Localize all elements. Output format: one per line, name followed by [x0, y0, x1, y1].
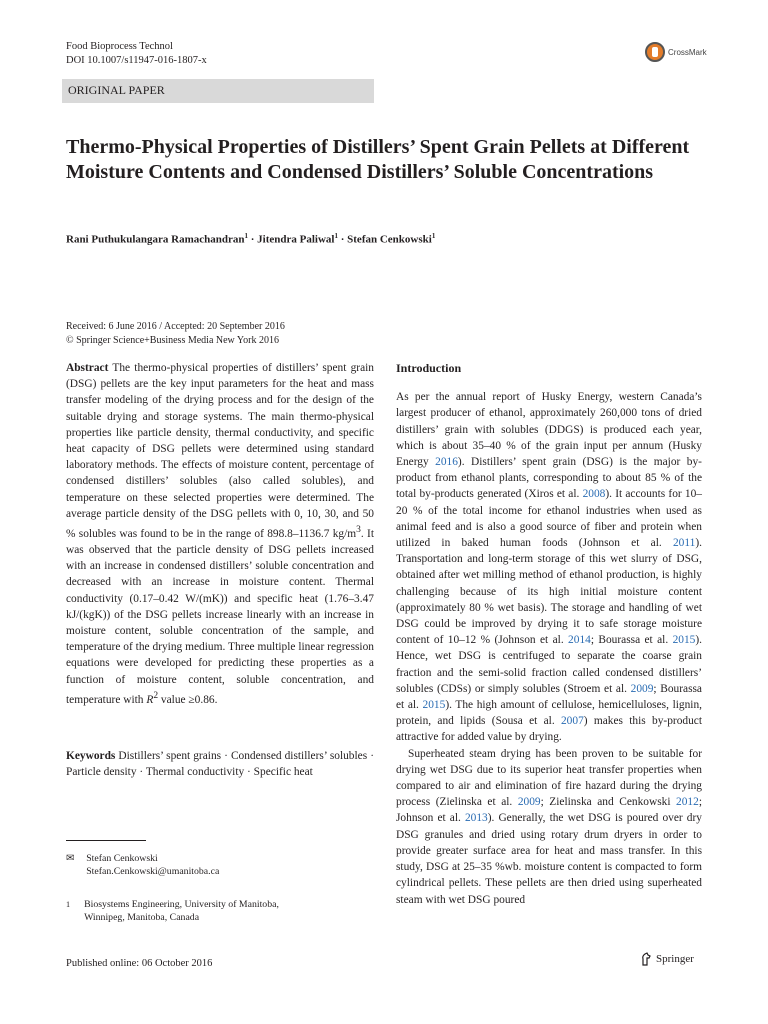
citation-link[interactable]: 2016 — [435, 456, 458, 469]
abstract-text: The thermo-physical properties of distillers’ spent grain (DSG) pellets are the key input parameters for the heat and mass transfer modeling of the drying process and for the design of the suitable drying and storage systems. The main thermo-physical properties like particle density, thermal conductivity, and specific heat capacity of DSG pellets were determined using standard laboratory methods. The effects of moisture content, percentage of condensed distillers’ solubles (also called solubles), and temperature on these selected properties were determined. The average particle density of the DSG pellets with 0, 10, 30, and 50 % solubles was found to be in the range of 898.8–1136.7 kg/m — [66, 362, 374, 540]
publisher-logo — [640, 952, 694, 966]
springer-horse-icon — [640, 952, 652, 966]
citation-link[interactable]: 2008 — [582, 488, 606, 501]
citation-link[interactable]: 2009 — [517, 796, 541, 809]
paper-type-banner: ORIGINAL PAPER — [62, 79, 374, 103]
intro-paragraph-1: As per the annual report of Husky Energy, western Canada’s largest producer of ethanol, approximately 260,000 tons of dried distillers’ grain with solubles (DDGS) is produced each year, which is about 35–40 % of the grain input per annum (Husky Energy 2016). Distillers’ spent grain (DSG) is the major by-product from ethanol plants, corresponding to about 85 % of the total by-products generated (Xiros et al. 2008). It accounts for 10–20 % of the total income for ethanol industries when used as animal feed and is also a good source of fiber and protein when utilized in baked human foods (Johnson et al. 2011). Transportation and long-term storage of this wet slurry of DSG, obtained after wet milling method of ethanol production, is highly challenging because of its high initial moisture content (approximately 80 % wet basis). The storage and handling of wet DSG could be improved by drying it to safe storage moisture content of 10–12 % (Johnson et al. 2014; Bourassa et al. 2015). Hence, wet DSG is centrifuged to separate the coarse grain fraction and the semi-solid fraction called condensed distillers’ solubles (CDSs) or simply solubles (Stroem et al. 2009; Bourassa et al. 2015). The high amount of cellulose, hemicelluloses, lignin, protein, and lipids (Sousa et al. 2007) makes this by-product attractive for added value by drying. — [396, 391, 702, 744]
keywords — [66, 748, 374, 780]
published-online: Published online: 06 October 2016 — [66, 958, 213, 969]
envelope-icon: ✉ — [66, 853, 75, 864]
citation-link[interactable]: 2011 — [672, 537, 696, 550]
abstract-label: Abstract — [66, 362, 109, 374]
publisher-name: Springer — [656, 953, 694, 965]
received-accepted: Received: 6 June 2016 / Accepted: 20 September 2016 — [66, 321, 285, 332]
crossmark-badge[interactable] — [645, 42, 707, 62]
intro-paragraph-2: Superheated steam drying has been proven to be suitable for drying wet DSG due to its superior heat transfer properties when compared to air and elimination of fire hazard during the drying process (Zielinska et al. 2009; Zielinska and Cenkowski 2012; Johnson et al. 2013). Generally, the wet DSG is poured over dry DSG granules and dried using rotary drum dryers in order to provide greater surface area for heat and mass transfer. In this study, DSG at 25–35 %wb. moisture content is compacted to form cylindrical pellets. These pellets are then dried using superheated steam with wet DSG poured — [396, 747, 702, 906]
affiliation — [66, 898, 279, 924]
corresponding-email[interactable]: Stefan.Cenkowski@umanitoba.ca — [86, 866, 220, 877]
affiliation-number: 1 — [66, 900, 71, 909]
crossmark-label: CrossMark — [668, 47, 707, 57]
citation-link[interactable]: 2009 — [630, 682, 654, 695]
author-separator: · — [337, 233, 348, 246]
citation-link[interactable]: 2007 — [560, 715, 584, 728]
citation-link[interactable]: 2015 — [672, 634, 696, 647]
paper-title: Thermo-Physical Properties of Distillers’ Spent Grain Pellets at Different Moisture Contents and Condensed Distillers’ Soluble Concentrations — [66, 136, 690, 183]
keywords-label: Keywords — [66, 750, 116, 762]
citation-link[interactable]: 2015 — [422, 699, 446, 712]
author-separator: · — [248, 233, 258, 246]
author-name: Jitendra Paliwal — [257, 233, 335, 246]
author-name: Stefan Cenkowski — [347, 233, 432, 246]
author-name: Rani Puthukulangara Ramachandran — [66, 233, 245, 246]
citation-link[interactable]: 2014 — [568, 634, 591, 647]
journal-name: Food Bioprocess Technol — [66, 41, 173, 52]
author-affiliation: 1 — [244, 232, 248, 240]
corresponding-author: Stefan Cenkowski — [86, 853, 158, 864]
doi[interactable]: DOI 10.1007/s11947-016-1807-x — [66, 55, 207, 66]
author-list — [66, 232, 435, 246]
author-affiliation: 1 — [334, 232, 338, 240]
author-affiliation: 1 — [431, 232, 436, 240]
keywords-text: Distillers’ spent grains · Condensed distillers’ solubles · Particle density · Thermal conductivity · Specific heat — [66, 750, 374, 779]
copyright: © Springer Science+Business Media New York 2016 — [66, 335, 279, 346]
footnote-divider — [66, 840, 146, 841]
section-heading: Introduction — [396, 361, 462, 375]
introduction-section — [396, 360, 702, 908]
citation-link[interactable]: 2012 — [676, 796, 699, 809]
affiliation-line: Winnipeg, Manitoba, Canada — [84, 912, 200, 923]
journal-header — [66, 40, 207, 68]
citation-link[interactable]: 2013 — [464, 812, 488, 825]
crossmark-icon — [645, 42, 665, 62]
abstract: Abstract The thermo-physical properties of distillers’ spent grain (DSG) pellets are the key input parameters for the heat and mass transfer modeling of the drying process and for the design of the suitable drying and storage systems. The main thermo-physical properties like particle density, thermal conductivity, and specific heat capacity of DSG pellets were determined using standard laboratory methods. The effects of moisture content, percentage of condensed distillers’ solubles (also called solubles), and temperature on these selected properties were determined. The average particle density of the DSG pellets with 0, 10, 30, and 50 % solubles was found to be in the range of 898.8–1136.7 $kg/m^3$. It was observed that the particle density of DSG pellets increased with an increase in condensed distillers’ soluble concentration and decreased with an increase in moisture content. Thermal conductivity (0.17–0.42 W/(mK)) and specific heat (1.76–3.47 kJ/(kgK)) of the DSG pellets increase linearly with an increase in moisture content, soluble concentration of the sample, and temperature of the drying medium. Three multiple linear regression equations were developed for predicting these properties as a function of moisture content, soluble concentration, and temperature with $R^2$ value ≥0.86. — [66, 362, 375, 706]
affiliation-line: Biosystems Engineering, University of Manitoba, — [84, 899, 279, 910]
publication-dates — [66, 320, 285, 348]
correspondence — [66, 852, 219, 878]
